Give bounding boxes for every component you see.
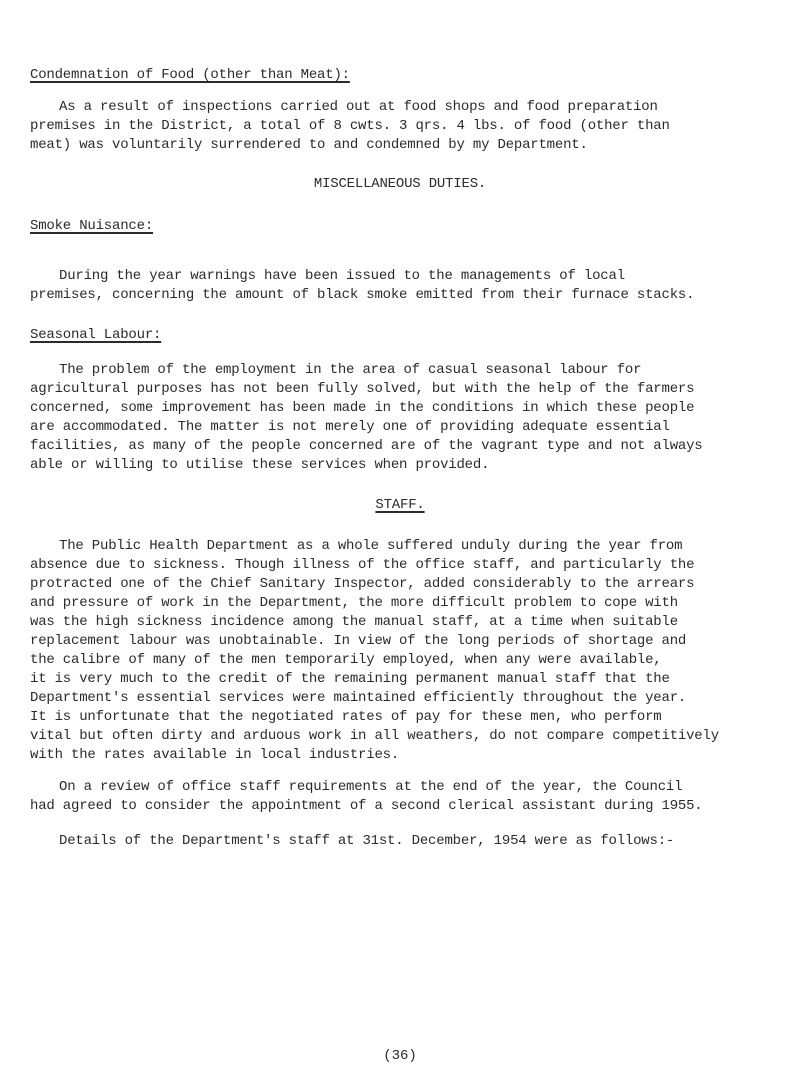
- seasonal-labour-heading: Seasonal Labour:: [30, 327, 162, 343]
- seasonal-paragraph-line: agricultural purposes has not been fully solved, but with the help of the farmers: [30, 381, 695, 397]
- staff-paragraph-line: and pressure of work in the Department, the more difficult problem to cope with: [30, 595, 678, 611]
- staff-paragraph-line: was the high sickness incidence among the manual staff, at a time when suitable: [30, 614, 678, 630]
- seasonal-paragraph-line: able or willing to utilise these services when provided.: [30, 457, 490, 473]
- food-paragraph-line: premises in the District, a total of 8 cwts. 3 qrs. 4 lbs. of food (other than: [30, 118, 670, 134]
- staff-paragraph-line: it is very much to the credit of the remaining permanent manual staff that the: [30, 671, 670, 687]
- seasonal-paragraph-line: The problem of the employment in the area of casual seasonal labour for: [59, 362, 642, 378]
- page-number: (36): [383, 1048, 417, 1064]
- staff-paragraph-line: the calibre of many of the men temporarily employed, when any were available,: [30, 652, 662, 668]
- smoke-paragraph-line: During the year warnings have been issued to the managements of local: [59, 268, 625, 284]
- staff-heading: STAFF.: [375, 497, 425, 513]
- staff-paragraph-line: It is unfortunate that the negotiated rates of pay for these men, who perform: [30, 709, 662, 725]
- staff-paragraph-line: The Public Health Department as a whole suffered unduly during the year from: [59, 538, 683, 554]
- smoke-nuisance-heading: Smoke Nuisance:: [30, 218, 154, 234]
- staff-paragraph-line: protracted one of the Chief Sanitary Inspector, added considerably to the arrears: [30, 576, 695, 592]
- staff-review-line: had agreed to consider the appointment of a second clerical assistant during 1955.: [30, 798, 703, 814]
- food-paragraph-line: meat) was voluntarily surrendered to and condemned by my Department.: [30, 137, 588, 153]
- seasonal-paragraph-line: facilities, as many of the people concerned are of the vagrant type and not always: [30, 438, 703, 454]
- seasonal-paragraph-line: are accommodated. The matter is not merely one of providing adequate essential: [30, 419, 670, 435]
- miscellaneous-duties-heading: MISCELLANEOUS DUTIES.: [313, 176, 487, 192]
- food-condemnation-heading: Condemnation of Food (other than Meat):: [30, 67, 350, 83]
- seasonal-paragraph-line: concerned, some improvement has been made in the conditions in which these people: [30, 400, 695, 416]
- smoke-paragraph-line: premises, concerning the amount of black smoke emitted from their furnace stacks.: [30, 287, 695, 303]
- staff-paragraph-line: replacement labour was unobtainable. In view of the long periods of shortage and: [30, 633, 687, 649]
- staff-paragraph-line: absence due to sickness. Though illness of the office staff, and particularly the: [30, 557, 695, 573]
- staff-paragraph-line: with the rates available in local industries.: [30, 747, 400, 763]
- staff-details-line: Details of the Department's staff at 31st. December, 1954 were as follows:-: [59, 833, 675, 849]
- staff-paragraph-line: Department's essential services were maintained efficiently throughout the year.: [30, 690, 687, 706]
- staff-paragraph-line: vital but often dirty and arduous work in all weathers, do not compare competitively: [30, 728, 719, 744]
- food-paragraph-line: As a result of inspections carried out at food shops and food preparation: [59, 99, 658, 115]
- staff-review-line: On a review of office staff requirements at the end of the year, the Council: [59, 779, 683, 795]
